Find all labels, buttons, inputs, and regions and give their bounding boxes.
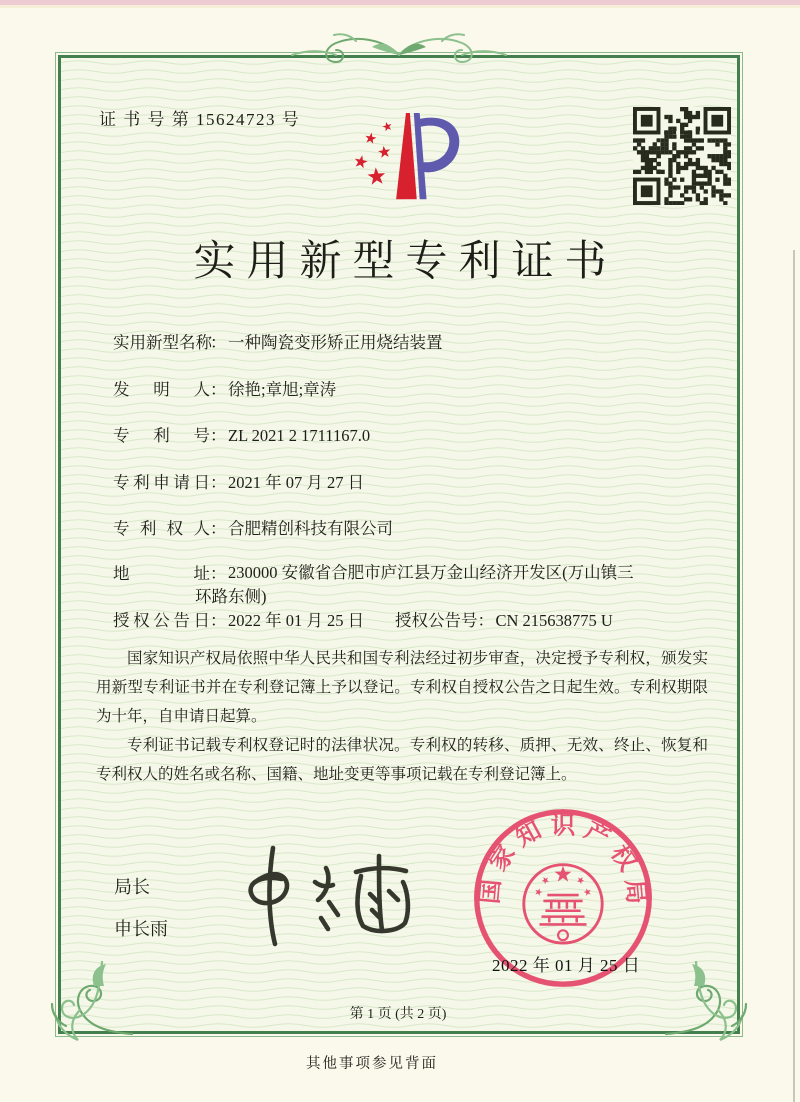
field-label: 授权公告号 — [395, 611, 478, 630]
legal-paragraph-2: 专利证书记载专利权登记时的法律状况。专利权的转移、质押、无效、终止、恢复和专利权人的姓名或名称、国籍、地址变更等事项记载在专利登记簿上。 — [96, 737, 708, 783]
svg-text:产: 产 — [580, 816, 615, 853]
page-edge-shadow — [793, 250, 795, 1102]
field-colon: ： — [210, 333, 227, 352]
certificate-number: 证 书 号 第 15624723 号 — [99, 110, 301, 129]
svg-text:局: 局 — [620, 878, 650, 906]
logo-blue-bowl — [420, 118, 460, 173]
cnipa-logo-icon — [344, 111, 462, 213]
top-border-ornament-icon — [284, 29, 514, 77]
field-value: CN 215638775 U — [495, 611, 613, 630]
field-label: 专利号 — [113, 426, 210, 445]
bottom-left-border-ornament-icon — [44, 956, 136, 1048]
director-name: 申长雨 — [114, 919, 168, 939]
field-label: 实用新型名称 — [113, 333, 212, 352]
field-label: 授权公告日 — [113, 611, 210, 630]
qr-code — [633, 107, 731, 205]
field-colon: ： — [210, 473, 227, 492]
field-label: 发明人 — [113, 380, 210, 399]
director-signature — [228, 840, 433, 955]
field-colon: ： — [210, 611, 227, 630]
field-colon: ： — [210, 426, 227, 445]
certificate-title: 实用新型专利证书 — [193, 239, 618, 285]
field-value: 徐艳;章旭;章涛 — [228, 380, 337, 399]
field-row-filing-date — [113, 470, 364, 496]
svg-text:知: 知 — [511, 816, 546, 853]
field-colon: ： — [477, 611, 494, 630]
field-label: 地址 — [113, 564, 210, 583]
bottom-right-border-ornament-icon — [662, 956, 754, 1048]
svg-text:识: 识 — [550, 812, 576, 840]
field-colon: ： — [210, 564, 227, 583]
field-row-inventors — [113, 377, 336, 403]
field-value: 2021 年 07 月 27 日 — [228, 473, 365, 492]
field-value: 合肥精创科技有限公司 — [228, 519, 393, 538]
field-colon: ： — [210, 380, 227, 399]
seal-ring-text — [476, 811, 651, 905]
field-value: ZL 2021 2 1711167.0 — [228, 426, 371, 445]
field-colon: ： — [210, 519, 227, 538]
field-row-patent-no — [113, 423, 370, 449]
logo-stars — [355, 122, 392, 185]
field-value: 2022 年 01 月 25 日 — [228, 611, 365, 630]
page-number: 第 1 页 (共 2 页) — [349, 1007, 447, 1022]
field-value: 230000 安徽省合肥市庐江县万金山经济开发区(万山镇三环路东侧) — [195, 563, 634, 606]
director-block — [114, 866, 168, 950]
field-row-address — [113, 561, 647, 609]
back-side-note: 其他事项参见背面 — [306, 1056, 438, 1072]
director-title: 局长 — [114, 877, 150, 897]
legal-paragraph-1: 国家知识产权局依照中华人民共和国专利法经过初步审查，决定授予专利权，颁发实用新型专利证书并在专利登记簿上予以登记。专利权自授权公告之日起生效。专利权期限为十年，自申请日起算。 — [96, 650, 708, 725]
legal-text — [96, 644, 708, 789]
field-label: 专利申请日 — [113, 473, 210, 492]
svg-text:家: 家 — [484, 840, 521, 876]
field-row-patentee — [113, 516, 393, 542]
seal-date: 2022 年 01 月 25 日 — [492, 956, 641, 975]
svg-text:国: 国 — [476, 878, 506, 906]
field-row-grant — [113, 608, 613, 634]
field-row-name — [113, 330, 443, 356]
svg-text:权: 权 — [605, 840, 642, 876]
seal-emblem — [524, 865, 602, 943]
field-label: 专利权人 — [113, 519, 210, 538]
logo-red-wedge — [396, 113, 417, 199]
field-pair-grant-no — [395, 608, 613, 634]
field-value: 一种陶瓷变形矫正用烧结装置 — [228, 333, 443, 352]
scan-edge-strip-2 — [0, 5, 800, 8]
